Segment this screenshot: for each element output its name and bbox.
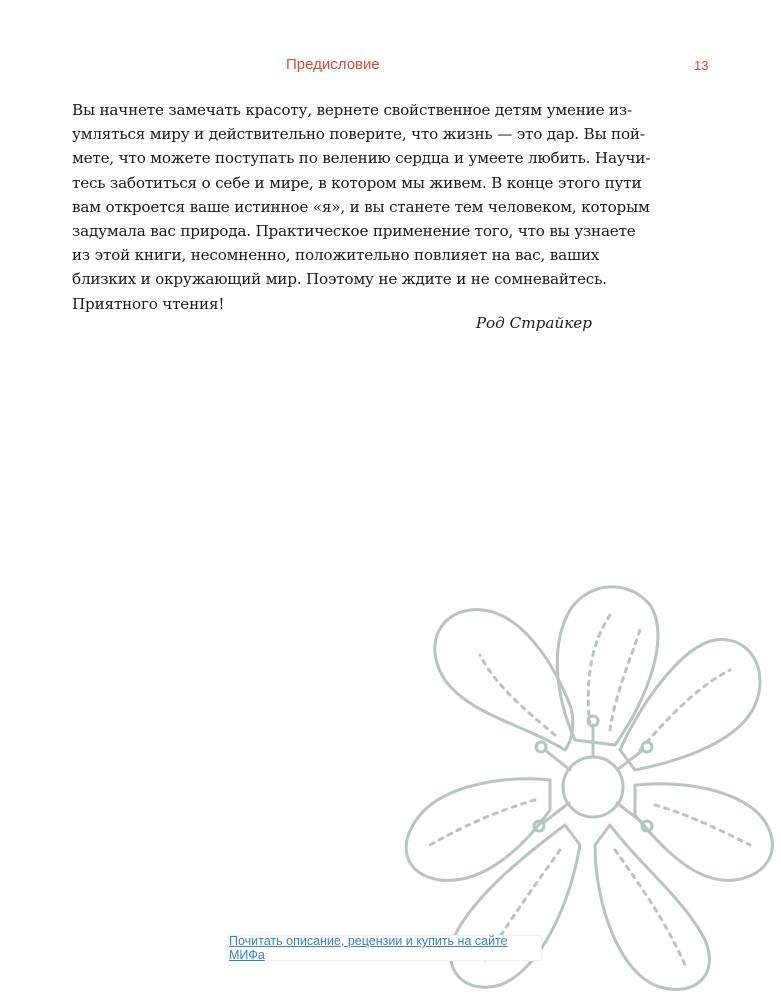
text-line: Приятного чтения! — [72, 294, 225, 313]
text-line: мете, что можете поступать по велению сердца и умеете любить. Научи- — [72, 149, 651, 168]
store-link[interactable]: Почитать описание, рецензии и купить на сайте МИФа — [229, 934, 508, 962]
text-line: Вы начнете замечать красоту, вернете свойственное детям умение из- — [72, 101, 632, 119]
text-line: задумала вас природа. Практическое применение того, что вы узнаете — [72, 222, 636, 241]
text-line: вам откроется ваше истинное «я», и вы станете тем человеком, которым — [72, 197, 650, 216]
body-paragraph — [72, 98, 651, 316]
store-link-banner[interactable] — [228, 935, 542, 961]
running-head: Предисловие — [286, 56, 380, 73]
text-line: близких и окружающий мир. Поэтому не ждите и не сомневайтесь. — [72, 270, 607, 289]
text-line: умляться миру и действительно поверите, что жизнь — это дар. Вы пой- — [72, 125, 645, 144]
text-line: из этой книги, несомненно, положительно повлияет на вас, ваших — [72, 246, 600, 265]
text-line: тесь заботиться о себе и мире, в котором мы живем. В конце этого пути — [72, 173, 642, 192]
page-number: 13 — [694, 58, 709, 73]
author-signature: Род Страйкер — [475, 314, 592, 332]
